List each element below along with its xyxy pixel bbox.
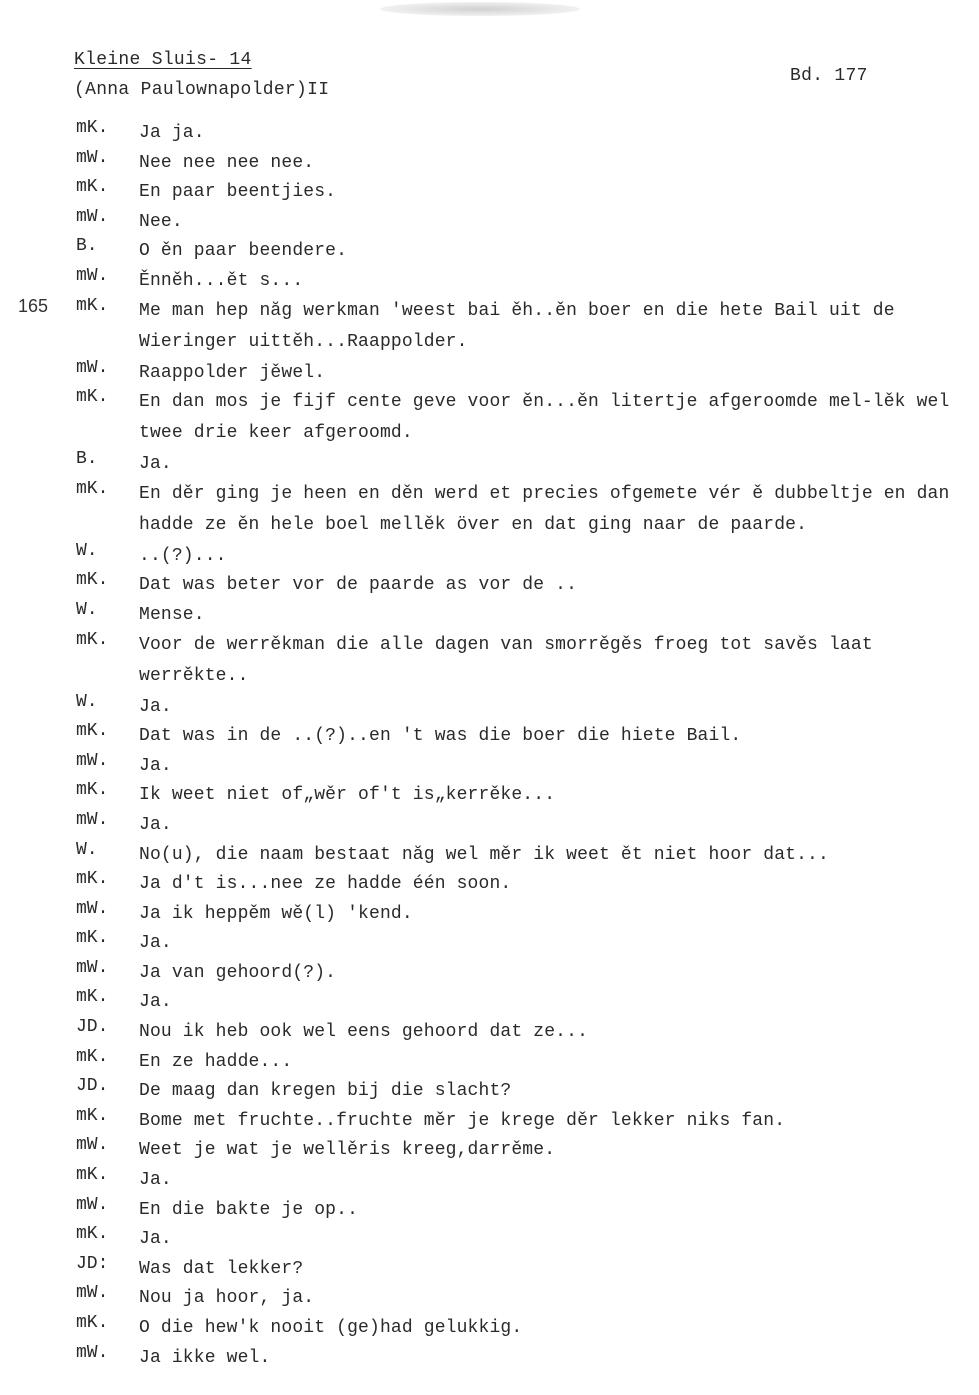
utterance-text: Ja. (139, 992, 172, 1013)
transcript-body (0, 118, 979, 1372)
transcript-line (0, 600, 979, 630)
transcript-line (0, 840, 979, 870)
page-subtitle: (Anna Paulownapolder)II (74, 80, 330, 100)
utterance-text: Ja. (139, 814, 172, 835)
utterance-text: Was dat lekker? (139, 1258, 304, 1279)
transcript-line (0, 1165, 979, 1195)
transcript-line (0, 928, 979, 958)
transcript-line (0, 479, 979, 541)
speaker-label: mW. (76, 957, 109, 978)
transcript-line (0, 692, 979, 722)
transcript-line (0, 899, 979, 929)
page-title: Kleine Sluis- 14 (74, 50, 252, 70)
transcript-line (0, 387, 979, 449)
utterance-text: En paar beentjies. (139, 182, 337, 203)
transcript-line (0, 869, 979, 899)
speaker-label: mK. (76, 721, 109, 742)
utterance-text: Me man hep năg werkman 'weest bai ěh..ěn boer en die hete Bail uit de Wieringer uittěh...Raappolder. (139, 300, 895, 352)
utterance-text: O ěn paar beendere. (139, 241, 348, 262)
transcript-line (0, 1135, 979, 1165)
utterance-text: Voor de werrěkman die alle dagen van smorrěgěs froeg tot savěs laat werrěkte.. (139, 634, 873, 686)
utterance-text: Weet je wat je wellěris kreeg,darrěme. (139, 1140, 556, 1161)
utterance-text: Ja. (139, 755, 172, 776)
speaker-label: JD. (76, 1017, 109, 1038)
utterance-text: Mense. (139, 604, 205, 625)
speaker-label: mW. (76, 1194, 109, 1215)
transcript-line (0, 987, 979, 1017)
scan-smudge (380, 2, 580, 16)
utterance-text: Ja. (139, 933, 172, 954)
transcript-line (0, 630, 979, 692)
transcript-line (0, 1313, 979, 1343)
utterance-text: O die hew'k nooit (ge)had gelukkig. (139, 1318, 523, 1338)
speaker-label: B. (76, 449, 98, 470)
transcript-line (0, 1047, 979, 1077)
speaker-label: mK. (76, 780, 109, 801)
utterance-text: Ja ikke wel. (139, 1347, 271, 1368)
speaker-label: mK. (76, 570, 109, 591)
speaker-label: mK. (76, 295, 109, 316)
utterance-text: Raappolder jěwel. (139, 362, 326, 383)
transcript-line (0, 236, 979, 266)
utterance-text: Nee. (139, 211, 183, 232)
speaker-label: W. (76, 691, 98, 712)
speaker-label: mK. (76, 177, 109, 198)
transcript-line (0, 751, 979, 781)
transcript-line (0, 1017, 979, 1047)
utterance-text: En ze hadde... (139, 1051, 293, 1072)
utterance-text: Ja. (139, 1170, 172, 1191)
transcript-line (0, 449, 979, 479)
speaker-label: mW. (76, 265, 109, 286)
transcript-line (0, 541, 979, 571)
utterance-text: En dan mos je fijf cente geve voor ěn...ěn litertje afgeroomde mel-lěk wel twee drie keer afgeroomd. (139, 392, 950, 444)
speaker-label: mW. (76, 1283, 109, 1304)
transcript-line (0, 207, 979, 237)
speaker-label: JD: (76, 1253, 109, 1274)
utterance-text: Dat was beter vor de paarde as vor de .. (139, 575, 578, 596)
transcript-line (0, 1224, 979, 1254)
utterance-text: En die bakte je op.. (139, 1199, 359, 1220)
speaker-label: mK. (76, 629, 109, 650)
speaker-label: mK. (76, 1224, 109, 1245)
speaker-label: mW. (76, 809, 109, 830)
utterance-text: Ja ik heppěm wě(l) 'kend. (139, 903, 413, 924)
utterance-text: No(u), die naam bestaat năg wel měr ik weet ět niet hoor dat... (139, 844, 829, 865)
transcript-line (0, 958, 979, 988)
utterance-text: Ik weet niet of„wěr of't is„kerrěke... (139, 785, 556, 806)
transcript-line (0, 296, 979, 358)
utterance-text: Nou ik heb ook wel eens gehoord dat ze... (139, 1022, 589, 1043)
transcript-line (0, 1195, 979, 1225)
speaker-label: mK. (76, 987, 109, 1008)
speaker-label: mW. (76, 898, 109, 919)
transcript-line (0, 1283, 979, 1313)
speaker-label: mW. (76, 1135, 109, 1156)
utterance-text: En děr ging je heen en děn werd et precies ofgemete vér ě dubbeltje en dan hadde ze ěn hele boel mellěk över en dat ging naar de paarde. (139, 483, 950, 535)
speaker-label: JD. (76, 1076, 109, 1097)
speaker-label: mK. (76, 118, 109, 138)
speaker-label: mW. (76, 357, 109, 378)
transcript-line (0, 1254, 979, 1284)
utterance-text: Ěnněh...ět s... (139, 270, 304, 291)
transcript-line (0, 118, 979, 148)
transcript-line (0, 810, 979, 840)
utterance-text: Ja. (139, 696, 172, 717)
speaker-label: W. (76, 839, 98, 860)
utterance-text: De maag dan kregen bij die slacht? (139, 1081, 512, 1102)
transcript-line (0, 1343, 979, 1373)
speaker-label: W. (76, 599, 98, 620)
utterance-text: Ja. (139, 1229, 172, 1250)
transcript-line (0, 570, 979, 600)
speaker-label: mK. (76, 478, 109, 499)
transcript-line (0, 1106, 979, 1136)
transcript-line (0, 1076, 979, 1106)
speaker-label: mW. (76, 1342, 109, 1363)
speaker-label: mK. (76, 387, 109, 408)
transcript-line (0, 721, 979, 751)
transcript-line (0, 148, 979, 178)
utterance-text: Nee nee nee nee. (139, 152, 315, 173)
speaker-label: mK. (76, 928, 109, 949)
speaker-label: mK. (76, 1165, 109, 1186)
page-reference: Bd. 177 (790, 66, 868, 86)
line-number: 165 (18, 295, 49, 316)
utterance-text: Nou ja hoor, ja. (139, 1288, 315, 1309)
speaker-label: mW. (76, 750, 109, 771)
transcript-line (0, 780, 979, 810)
speaker-label: mK. (76, 869, 109, 890)
speaker-label: B. (76, 236, 98, 257)
utterance-text: Ja van gehoord(?). (139, 962, 337, 983)
utterance-text: Ja ja. (139, 123, 205, 143)
utterance-text: Ja d't is...nee ze hadde één soon. (139, 874, 512, 895)
utterance-text: Ja. (139, 454, 172, 475)
speaker-label: W. (76, 540, 98, 561)
speaker-label: mW. (76, 206, 109, 227)
speaker-label: mK. (76, 1046, 109, 1067)
transcript-line (0, 266, 979, 296)
transcript-line (0, 358, 979, 388)
utterance-text: ..(?)... (139, 545, 227, 566)
transcript-line (0, 177, 979, 207)
speaker-label: mW. (76, 147, 109, 168)
speaker-label: mK. (76, 1105, 109, 1126)
speaker-label: mK. (76, 1313, 109, 1333)
utterance-text: Dat was in de ..(?)..en 't was die boer die hiete Bail. (139, 726, 742, 747)
utterance-text: Bome met fruchte..fruchte měr je krege děr lekker niks fan. (139, 1110, 786, 1131)
